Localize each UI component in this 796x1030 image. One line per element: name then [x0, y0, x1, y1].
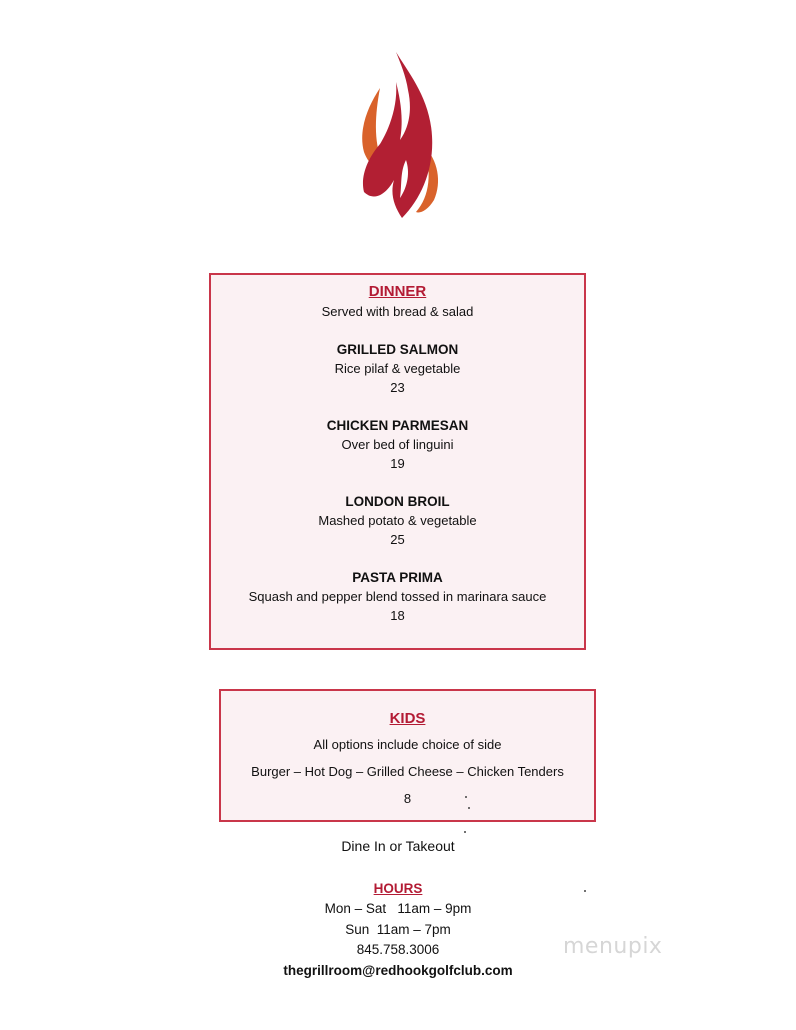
kids-title: KIDS [389, 710, 426, 727]
menu-item [211, 568, 584, 625]
menu-item-price: 19 [390, 456, 405, 471]
menu-item-description: Mashed potato & vegetable [318, 513, 477, 528]
stray-dot [465, 796, 467, 798]
menu-item [211, 416, 584, 473]
email-address: thegrillroom@redhookgolfclub.com [283, 962, 513, 978]
menu-item-description: Rice pilaf & vegetable [334, 361, 461, 376]
dinner-subtitle: Served with bread & salad [321, 304, 474, 319]
hours-weekday: Mon – Sat 11am – 9pm [324, 901, 472, 916]
menu-item-description: Squash and pepper blend tossed in marinara sauce [248, 589, 547, 604]
kids-price: 8 [403, 791, 412, 806]
menu-item-name: CHICKEN PARMESAN [326, 418, 469, 433]
menu-item [211, 340, 584, 397]
kids-note: All options include choice of side [313, 737, 502, 752]
menu-item-description: Over bed of linguini [341, 437, 454, 452]
watermark: menupix [563, 934, 663, 959]
menu-item-price: 18 [390, 608, 405, 623]
menu-item-name: GRILLED SALMON [336, 342, 459, 357]
menu-item-price: 23 [390, 380, 405, 395]
dinner-title: DINNER [368, 283, 427, 300]
hours-title: HOURS [373, 881, 423, 896]
hours-section [0, 879, 796, 981]
dinner-section [209, 273, 586, 650]
menu-item-name: LONDON BROIL [345, 494, 450, 509]
menu-item-price: 25 [390, 532, 405, 547]
kids-options: Burger – Hot Dog – Grilled Cheese – Chicken Tenders [251, 764, 564, 779]
kids-section [219, 689, 596, 822]
service-note: Dine In or Takeout [341, 838, 455, 854]
menu-item [211, 492, 584, 549]
flame-icon [350, 48, 446, 220]
stray-dot [464, 831, 466, 833]
stray-dot [468, 807, 470, 809]
phone-number: 845.758.3006 [356, 942, 440, 957]
hours-sunday: Sun 11am – 7pm [345, 921, 451, 937]
menu-item-name: PASTA PRIMA [352, 570, 443, 585]
